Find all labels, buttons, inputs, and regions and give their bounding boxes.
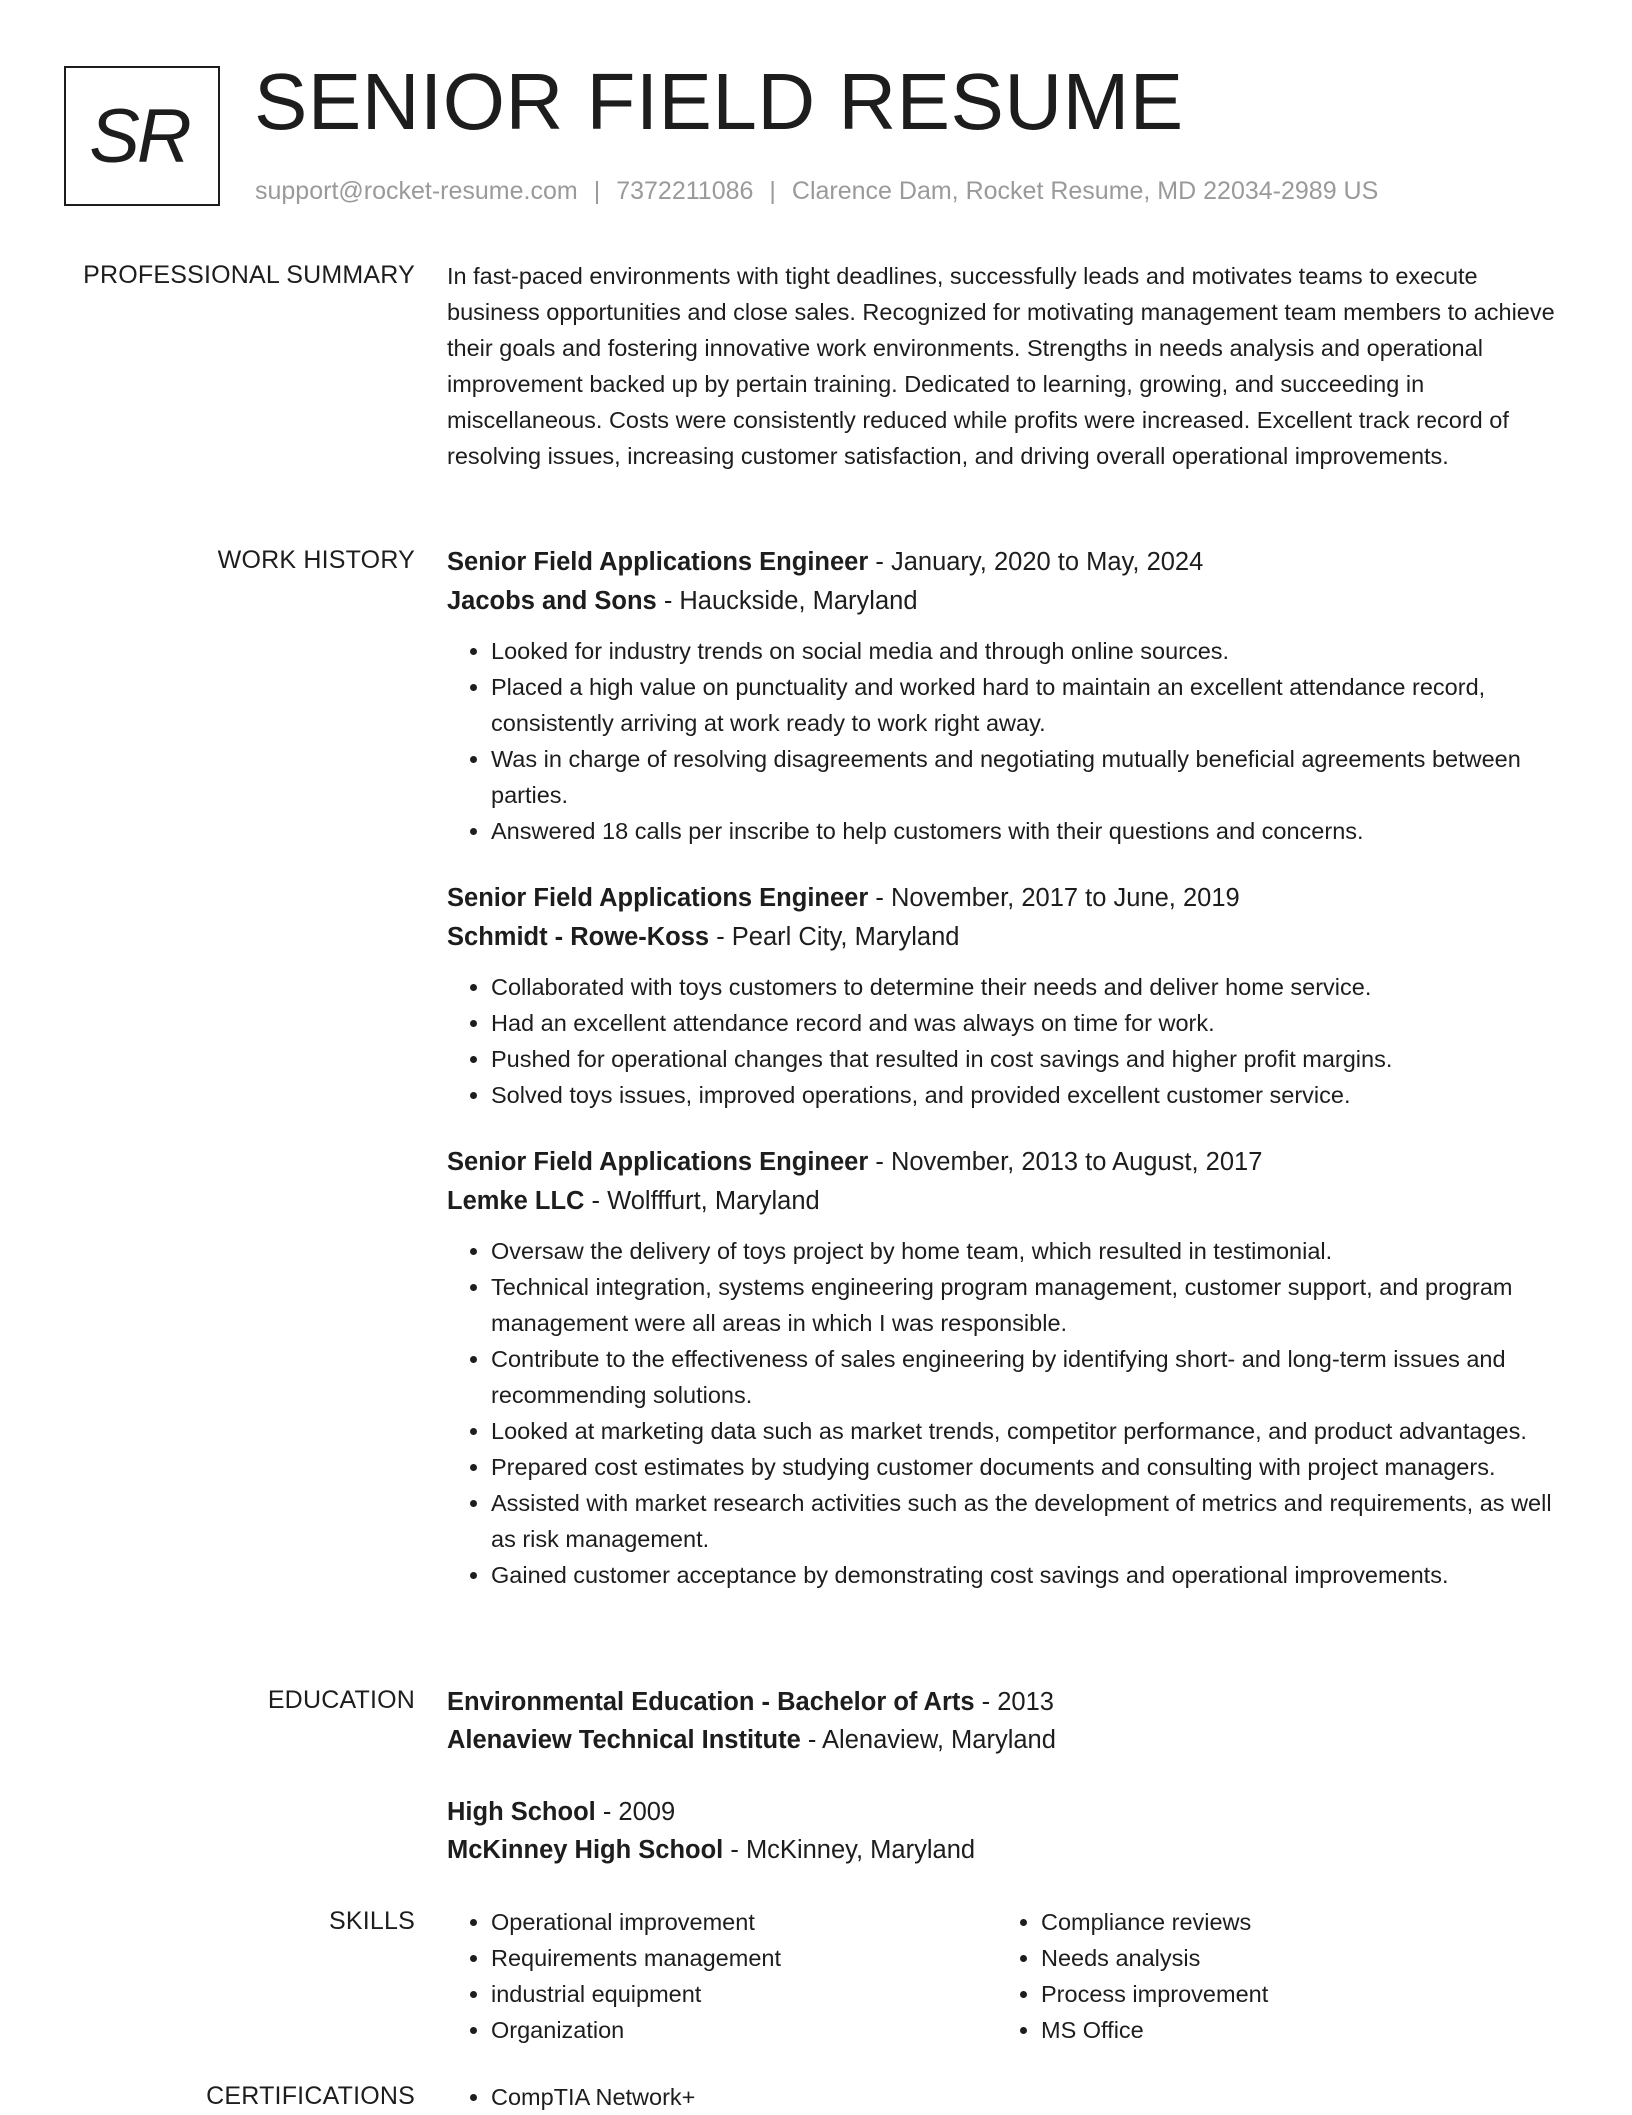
contact-line bbox=[255, 174, 1378, 208]
education-location: - Alenaview, Maryland bbox=[800, 1726, 1056, 1754]
job-bullet: • Solved toys issues, improved operations, and provided excellent customer service. bbox=[491, 1077, 1572, 1113]
skill-item: • Compliance reviews bbox=[1041, 1904, 1547, 1940]
skills-column-right bbox=[997, 1904, 1547, 2048]
job-bullet: • Collaborated with toys customers to determine their needs and deliver home service. bbox=[491, 969, 1572, 1005]
job-company-line bbox=[447, 582, 1572, 621]
education-year: - 2013 bbox=[974, 1688, 1054, 1716]
contact-address: Clarence Dam, Rocket Resume, MD 22034-2989 US bbox=[791, 177, 1379, 205]
job-company: Lemke LLC bbox=[447, 1187, 585, 1215]
job-role: Senior Field Applications Engineer bbox=[447, 548, 869, 576]
job-bullets bbox=[447, 633, 1572, 849]
education-school: McKinney High School bbox=[447, 1836, 724, 1864]
job-company-line bbox=[447, 1182, 1572, 1221]
education-degree: Environmental Education - Bachelor of Arts bbox=[447, 1688, 975, 1716]
job-role-line bbox=[447, 1143, 1572, 1182]
certifications-list bbox=[447, 2079, 1572, 2115]
education-entry bbox=[447, 1683, 1572, 1759]
contact-phone: 7372211086 bbox=[616, 177, 754, 205]
section-title-work: WORK HISTORY bbox=[217, 546, 415, 574]
education-degree-line bbox=[447, 1683, 1572, 1721]
job-location: - Pearl City, Maryland bbox=[709, 923, 960, 951]
job-role: Senior Field Applications Engineer bbox=[447, 1148, 869, 1176]
job-role: Senior Field Applications Engineer bbox=[447, 884, 869, 912]
job-dates: - January, 2020 to May, 2024 bbox=[868, 548, 1204, 576]
job-entry bbox=[447, 879, 1572, 1113]
monogram-badge: SR bbox=[64, 66, 220, 206]
skill-item: • Organization bbox=[491, 2012, 997, 2048]
education-year: - 2009 bbox=[595, 1798, 676, 1826]
job-bullet: • Pushed for operational changes that resulted in cost savings and higher profit margins. bbox=[491, 1041, 1572, 1077]
job-bullet: • Answered 18 calls per inscribe to help customers with their questions and concerns. bbox=[491, 813, 1572, 849]
education-list bbox=[447, 1683, 1572, 1903]
job-role-line bbox=[447, 543, 1572, 582]
job-bullets bbox=[447, 969, 1572, 1113]
education-location: - McKinney, Maryland bbox=[723, 1836, 976, 1864]
job-bullet: • Looked at marketing data such as market trends, competitor performance, and product advantages. bbox=[491, 1413, 1572, 1449]
resume-header bbox=[0, 0, 1632, 240]
job-company: Jacobs and Sons bbox=[447, 587, 657, 615]
job-bullet: • Contribute to the effectiveness of sales engineering by identifying short- and long-term issues and recommending solutions. bbox=[491, 1341, 1572, 1413]
job-dates: - November, 2013 to August, 2017 bbox=[868, 1148, 1263, 1176]
education-entry bbox=[447, 1793, 1572, 1869]
job-location: - Wolfffurt, Maryland bbox=[584, 1187, 820, 1215]
job-bullet: • Prepared cost estimates by studying customer documents and consulting with project managers. bbox=[491, 1449, 1572, 1485]
section-title-certifications: CERTIFICATIONS bbox=[206, 2082, 415, 2110]
contact-separator: | bbox=[769, 177, 776, 205]
skill-item: • Operational improvement bbox=[491, 1904, 997, 1940]
skills-grid bbox=[447, 1904, 1572, 2048]
education-degree: High School bbox=[447, 1798, 596, 1826]
job-bullet: • Was in charge of resolving disagreements and negotiating mutually beneficial agreements between parties. bbox=[491, 741, 1572, 813]
job-entry bbox=[447, 1143, 1572, 1593]
job-bullet: • Technical integration, systems engineering program management, customer support, and program management were all areas in which I was responsible. bbox=[491, 1269, 1572, 1341]
skill-item: • Process improvement bbox=[1041, 1976, 1547, 2012]
job-bullet: • Assisted with market research activities such as the development of metrics and requirements, as well as risk management. bbox=[491, 1485, 1572, 1557]
job-bullet: • Gained customer acceptance by demonstrating cost savings and operational improvements. bbox=[491, 1557, 1572, 1593]
skills-column-left bbox=[447, 1904, 997, 2048]
job-bullet: • Looked for industry trends on social media and through online sources. bbox=[491, 633, 1572, 669]
skill-item: • MS Office bbox=[1041, 2012, 1547, 2048]
section-title-summary: PROFESSIONAL SUMMARY bbox=[83, 261, 415, 289]
job-bullet: • Had an excellent attendance record and was always on time for work. bbox=[491, 1005, 1572, 1041]
section-title-education: EDUCATION bbox=[267, 1686, 415, 1714]
job-location: - Hauckside, Maryland bbox=[656, 587, 918, 615]
resume-title: SENIOR FIELD RESUME bbox=[254, 57, 1184, 146]
job-bullets bbox=[447, 1233, 1572, 1593]
job-company-line bbox=[447, 918, 1572, 957]
contact-email: support@rocket-resume.com bbox=[255, 177, 578, 205]
job-bullet: • Oversaw the delivery of toys project by home team, which resulted in testimonial. bbox=[491, 1233, 1572, 1269]
education-school-line bbox=[447, 1721, 1572, 1759]
skill-item: • Requirements management bbox=[491, 1940, 997, 1976]
job-bullet: • Placed a high value on punctuality and worked hard to maintain an excellent attendance record, consistently arriving at work ready to work right away. bbox=[491, 669, 1572, 741]
contact-separator: | bbox=[593, 177, 601, 205]
certification-item: • CompTIA Network+ bbox=[491, 2079, 1572, 2115]
skill-item: • industrial equipment bbox=[491, 1976, 997, 2012]
education-school-line bbox=[447, 1831, 1572, 1869]
jobs-list bbox=[447, 543, 1572, 1623]
job-role-line bbox=[447, 879, 1572, 918]
job-company: Schmidt - Rowe-Koss bbox=[447, 923, 710, 951]
education-school: Alenaview Technical Institute bbox=[447, 1726, 801, 1754]
job-entry bbox=[447, 543, 1572, 849]
summary-text: In fast-paced environments with tight deadlines, successfully leads and motivates teams to execute business opportunities and close sales. Recognized for motivating management team members to achieve their goals and fostering innovative work environments. Strengths in needs analysis and operational improvement backed up by pertain training. Dedicated to learning, growing, and succeeding in miscellaneous. Costs were consistently reduced while profits were increased. Excellent track record of resolving issues, increasing customer satisfaction, and driving overall operational improvements. bbox=[447, 263, 1555, 469]
job-dates: - November, 2017 to June, 2019 bbox=[868, 884, 1240, 912]
education-degree-line bbox=[447, 1793, 1572, 1831]
skill-item: • Needs analysis bbox=[1041, 1940, 1547, 1976]
section-title-skills: SKILLS bbox=[329, 1907, 415, 1935]
